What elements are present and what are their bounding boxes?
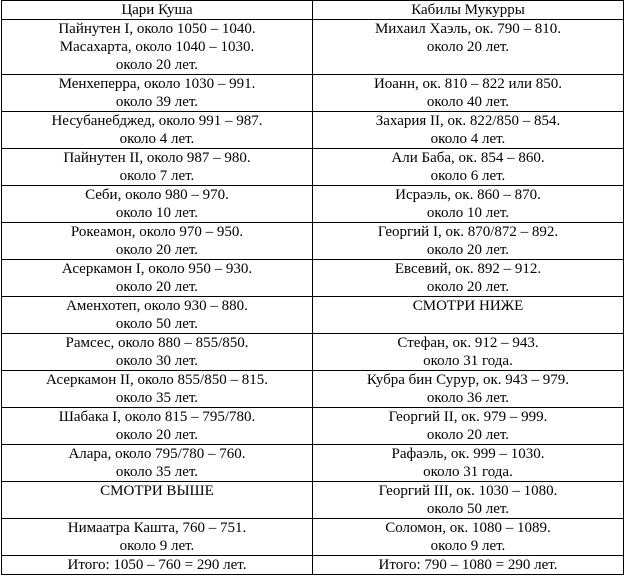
makuria-ruler-cell <box>313 112 624 149</box>
cell-line: около 4 лет. <box>119 131 195 147</box>
cell-line: Евсевий, ок. 892 – 912. <box>394 261 542 277</box>
cell-line: СМОТРИ ВЫШЕ <box>100 483 214 499</box>
cell-line: Аменхотеп, около 930 – 880. <box>66 298 248 314</box>
cell-line: Георгий II, ок. 979 – 999. <box>388 409 548 425</box>
cell-line: Себи, около 980 – 970. <box>85 187 229 203</box>
cell-line: Итого: 1050 – 760 = 290 лет. <box>67 557 247 573</box>
cell-line: около 7 лет. <box>119 168 195 184</box>
kush-king-cell <box>2 149 313 186</box>
cell-line: около 6 лет. <box>430 168 506 184</box>
cell-line: СМОТРИ НИЖЕ <box>412 298 524 314</box>
kush-king-cell <box>2 186 313 223</box>
makuria-ruler-cell <box>313 186 624 223</box>
cell-line: около 10 лет. <box>426 205 510 221</box>
cell-line: Рокеамон, около 970 – 950. <box>70 224 244 240</box>
makuria-ruler-cell <box>313 75 624 112</box>
makuria-ruler-cell <box>313 149 624 186</box>
table-row <box>2 112 624 149</box>
cell-line: Пайнутен II, около 987 – 980. <box>63 150 251 166</box>
cell-line: Нимаатра Кашта, 760 – 751. <box>67 520 247 536</box>
table-row <box>2 556 624 575</box>
cell-line: около 35 лет. <box>115 390 199 406</box>
header-kush-kings: Цари Куша <box>2 1 313 20</box>
table-row <box>2 223 624 260</box>
cell-line: Масахарта, около 1040 – 1030. <box>59 39 255 55</box>
cell-line: Асеркамон II, около 855/850 – 815. <box>46 372 268 388</box>
makuria-ruler-cell <box>313 556 624 575</box>
kush-king-cell <box>2 223 313 260</box>
makuria-ruler-cell <box>313 297 624 334</box>
cell-line: около 20 лет. <box>115 57 199 73</box>
cell-line: около 35 лет. <box>115 464 199 480</box>
table-row <box>2 297 624 334</box>
cell-line: Кубра бин Сурур, ок. 943 – 979. <box>366 372 570 388</box>
table-body <box>2 20 624 575</box>
makuria-ruler-cell <box>313 445 624 482</box>
kush-king-cell <box>2 297 313 334</box>
makuria-ruler-cell <box>313 260 624 297</box>
cell-line: Соломон, ок. 1080 – 1089. <box>385 520 551 536</box>
header-makuria-rulers: Кабилы Мукурры <box>313 1 624 20</box>
cell-line: Асеркамон I, около 950 – 930. <box>61 261 253 277</box>
cell-line: Георгий I, ок. 870/872 – 892. <box>377 224 559 240</box>
cell-line: Рафаэль, ок. 999 – 1030. <box>391 446 545 462</box>
cell-line: Итого: 790 – 1080 = 290 лет. <box>378 557 558 573</box>
header-row <box>2 1 624 20</box>
kush-king-cell <box>2 20 313 75</box>
cell-line: около 30 лет. <box>115 353 199 369</box>
makuria-ruler-cell <box>313 223 624 260</box>
table-row <box>2 75 624 112</box>
makuria-ruler-cell <box>313 371 624 408</box>
kush-king-cell <box>2 334 313 371</box>
kush-king-cell <box>2 75 313 112</box>
cell-line: Алара, около 795/780 – 760. <box>68 446 246 462</box>
table-row <box>2 445 624 482</box>
cell-line: Рамсес, около 880 – 855/850. <box>65 335 249 351</box>
table-row <box>2 20 624 75</box>
kush-king-cell <box>2 408 313 445</box>
table-row <box>2 186 624 223</box>
cell-line: Шабака I, около 815 – 795/780. <box>58 409 256 425</box>
table-row <box>2 334 624 371</box>
cell-line: около 20 лет. <box>115 427 199 443</box>
kush-king-cell <box>2 445 313 482</box>
cell-line: около 31 года. <box>423 464 513 480</box>
cell-line: около 20 лет. <box>426 427 510 443</box>
kush-king-cell <box>2 260 313 297</box>
table-row <box>2 519 624 556</box>
table-row <box>2 260 624 297</box>
cell-line: Георгий III, ок. 1030 – 1080. <box>378 483 558 499</box>
cell-line: Али Баба, ок. 854 – 860. <box>391 150 545 166</box>
cell-line: около 36 лет. <box>426 390 510 406</box>
cell-line: около 31 года. <box>423 353 513 369</box>
cell-line: около 4 лет. <box>430 131 506 147</box>
cell-line: Иоанн, ок. 810 – 822 или 850. <box>373 76 563 92</box>
cell-line: около 10 лет. <box>115 205 199 221</box>
makuria-ruler-cell <box>313 519 624 556</box>
cell-line: около 40 лет. <box>426 94 510 110</box>
cell-line: около 20 лет. <box>426 39 510 55</box>
table-row <box>2 371 624 408</box>
cell-line: около 39 лет. <box>115 94 199 110</box>
cell-line: около 50 лет. <box>426 501 510 517</box>
cell-line: Менхеперра, около 1030 – 991. <box>58 76 256 92</box>
cell-line: Несубанебджед, около 991 – 987. <box>51 113 263 129</box>
cell-line: около 20 лет. <box>115 279 199 295</box>
makuria-ruler-cell <box>313 20 624 75</box>
cell-line: около 20 лет. <box>426 242 510 258</box>
cell-line: Стефан, ок. 912 – 943. <box>397 335 539 351</box>
table-row <box>2 482 624 519</box>
cell-line: Захария II, ок. 822/850 – 854. <box>375 113 561 129</box>
table-row <box>2 149 624 186</box>
rulers-comparison-table <box>1 0 624 575</box>
cell-line: Исраэль, ок. 860 – 870. <box>395 187 541 203</box>
cell-line: около 20 лет. <box>426 279 510 295</box>
kush-king-cell <box>2 519 313 556</box>
kush-king-cell <box>2 556 313 575</box>
makuria-ruler-cell <box>313 334 624 371</box>
makuria-ruler-cell <box>313 408 624 445</box>
cell-line: около 9 лет. <box>119 538 195 554</box>
cell-line: около 20 лет. <box>115 242 199 258</box>
cell-line: около 9 лет. <box>430 538 506 554</box>
kush-king-cell <box>2 112 313 149</box>
kush-king-cell <box>2 482 313 519</box>
makuria-ruler-cell <box>313 482 624 519</box>
cell-line: около 50 лет. <box>115 316 199 332</box>
table-row <box>2 408 624 445</box>
kush-king-cell <box>2 371 313 408</box>
cell-line: Пайнутен I, около 1050 – 1040. <box>58 21 256 37</box>
cell-line: Михаил Хаэль, ок. 790 – 810. <box>374 21 562 37</box>
